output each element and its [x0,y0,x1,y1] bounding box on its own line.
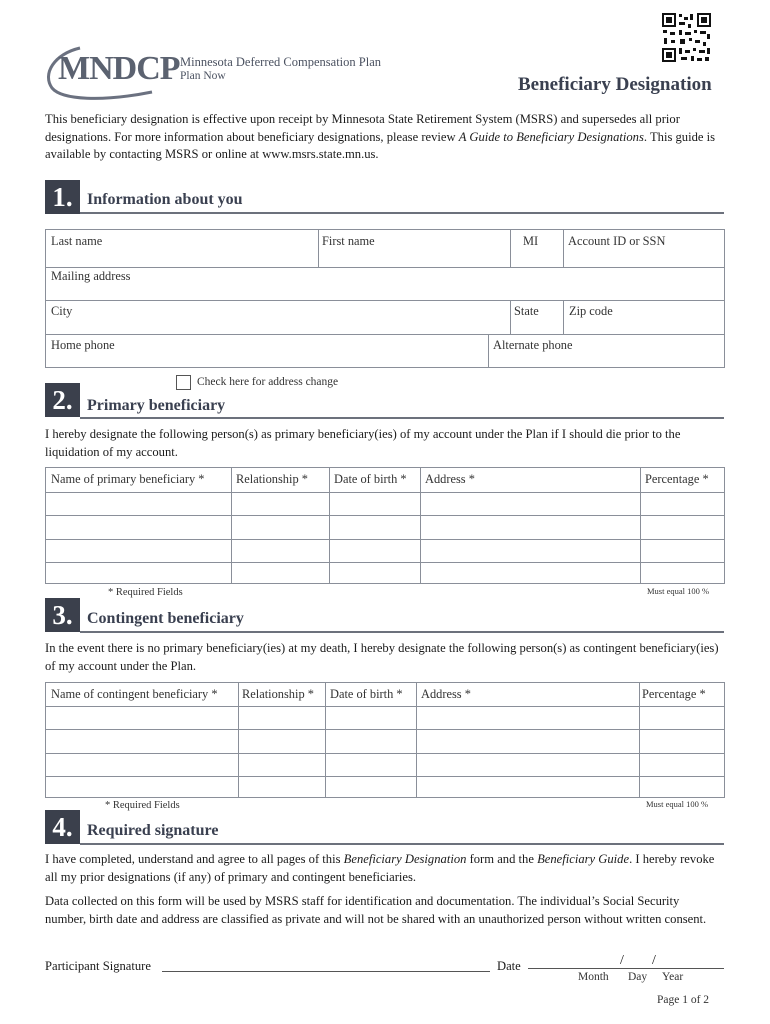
date-slash-2: / [652,953,656,968]
address-change-checkbox[interactable] [176,375,191,390]
section-2-title: Primary beneficiary [87,397,226,414]
primary-col-dob: Date of birth * [334,472,407,486]
date-label: Date [497,959,521,973]
privacy-paragraph: Data collected on this form will be used by MSRS staff for identification and documentation. The individual’s Social Security number, birth date and address are classified as private and will not be shared with an unauthorized person without written consent. [45,894,707,926]
intro-paragraph: This beneficiary designation is effective upon receipt by Minnesota State Retirement System (MSRS) and supersedes all prior designations. For more information about beneficiary designations, please review A Guide to Beneficiary Designations. This guide is available by contacting MSRS or online at www.msrs.state.mn.us. [45,112,716,161]
logo-text: MNDCP [58,50,180,87]
plan-name: Minnesota Deferred Compensation Plan Plan Now [180,55,381,82]
table-row[interactable] [46,729,724,753]
date-month-label: Month [578,971,609,983]
table-row[interactable] [46,492,724,515]
primary-beneficiary-table [45,467,725,584]
first-name-field[interactable]: First name [322,234,375,248]
section-4-title: Required signature [87,822,219,839]
alternate-phone-field[interactable]: Alternate phone [493,338,573,352]
primary-col-relationship: Relationship * [236,472,308,486]
table-row[interactable] [46,753,724,776]
page-number: Page 1 of 2 [657,994,710,1006]
primary-description: I hereby designate the following person(s) as primary beneficiary(ies) of my account under the Plan if I should die prior to the liquidation of my account. [45,427,681,459]
document-title: Beneficiary Designation [518,74,712,95]
primary-col-percentage: Percentage * [645,472,709,486]
section-2-number: 2. [45,383,80,417]
table-row[interactable] [46,776,724,797]
date-slash-1: / [620,953,624,968]
table-row[interactable] [46,539,724,562]
date-line[interactable] [528,968,724,969]
mailing-address-field[interactable]: Mailing address [51,269,131,283]
signature-line[interactable] [162,971,490,972]
home-phone-field[interactable]: Home phone [51,338,115,352]
zip-field[interactable]: Zip code [569,304,613,318]
agreement-paragraph: I have completed, understand and agree to all pages of this Beneficiary Designation form and the Beneficiary Guide. I hereby revoke all my prior designations (if any) of primary and contingent beneficiaries. [45,852,715,884]
primary-required-note: * Required Fields [108,587,183,598]
contingent-col-percentage: Percentage * [642,687,706,701]
section-4-number: 4. [45,810,80,844]
section-1-title: Information about you [87,191,243,208]
primary-must-equal: Must equal 100 % [647,586,710,596]
account-id-field[interactable]: Account ID or SSN [568,234,666,248]
qr-code-icon [661,12,712,63]
section-2-rule [80,417,724,419]
address-change-label: Check here for address change [197,376,339,388]
table-row[interactable] [46,706,724,729]
primary-col-address: Address * [425,472,475,486]
section-3-number: 3. [45,598,80,632]
date-year-label: Year [662,971,684,983]
contingent-col-dob: Date of birth * [330,687,403,701]
section-3-title: Contingent beneficiary [87,610,244,627]
table-row[interactable] [46,515,724,539]
contingent-description: In the event there is no primary beneficiary(ies) at my death, I hereby designate the following person(s) as contingent beneficiary(ies) of my account under the Plan. [45,641,719,673]
personal-info-grid [45,229,725,368]
date-day-label: Day [628,971,648,983]
mi-field[interactable]: MI [523,234,539,248]
state-field[interactable]: State [514,304,539,318]
contingent-must-equal: Must equal 100 % [646,799,709,809]
table-row[interactable] [46,562,724,583]
section-1-rule [80,212,724,214]
contingent-col-relationship: Relationship * [242,687,314,701]
city-field[interactable]: City [51,304,73,318]
last-name-field[interactable]: Last name [51,234,103,248]
contingent-col-name: Name of contingent beneficiary * [51,687,218,701]
participant-signature-label: Participant Signature [45,959,151,973]
primary-col-name: Name of primary beneficiary * [51,472,205,486]
section-1-number: 1. [45,180,80,214]
section-4-rule [80,843,724,845]
section-3-rule [80,631,724,633]
contingent-col-address: Address * [421,687,471,701]
contingent-required-note: * Required Fields [105,800,180,811]
contingent-beneficiary-table [45,682,725,798]
